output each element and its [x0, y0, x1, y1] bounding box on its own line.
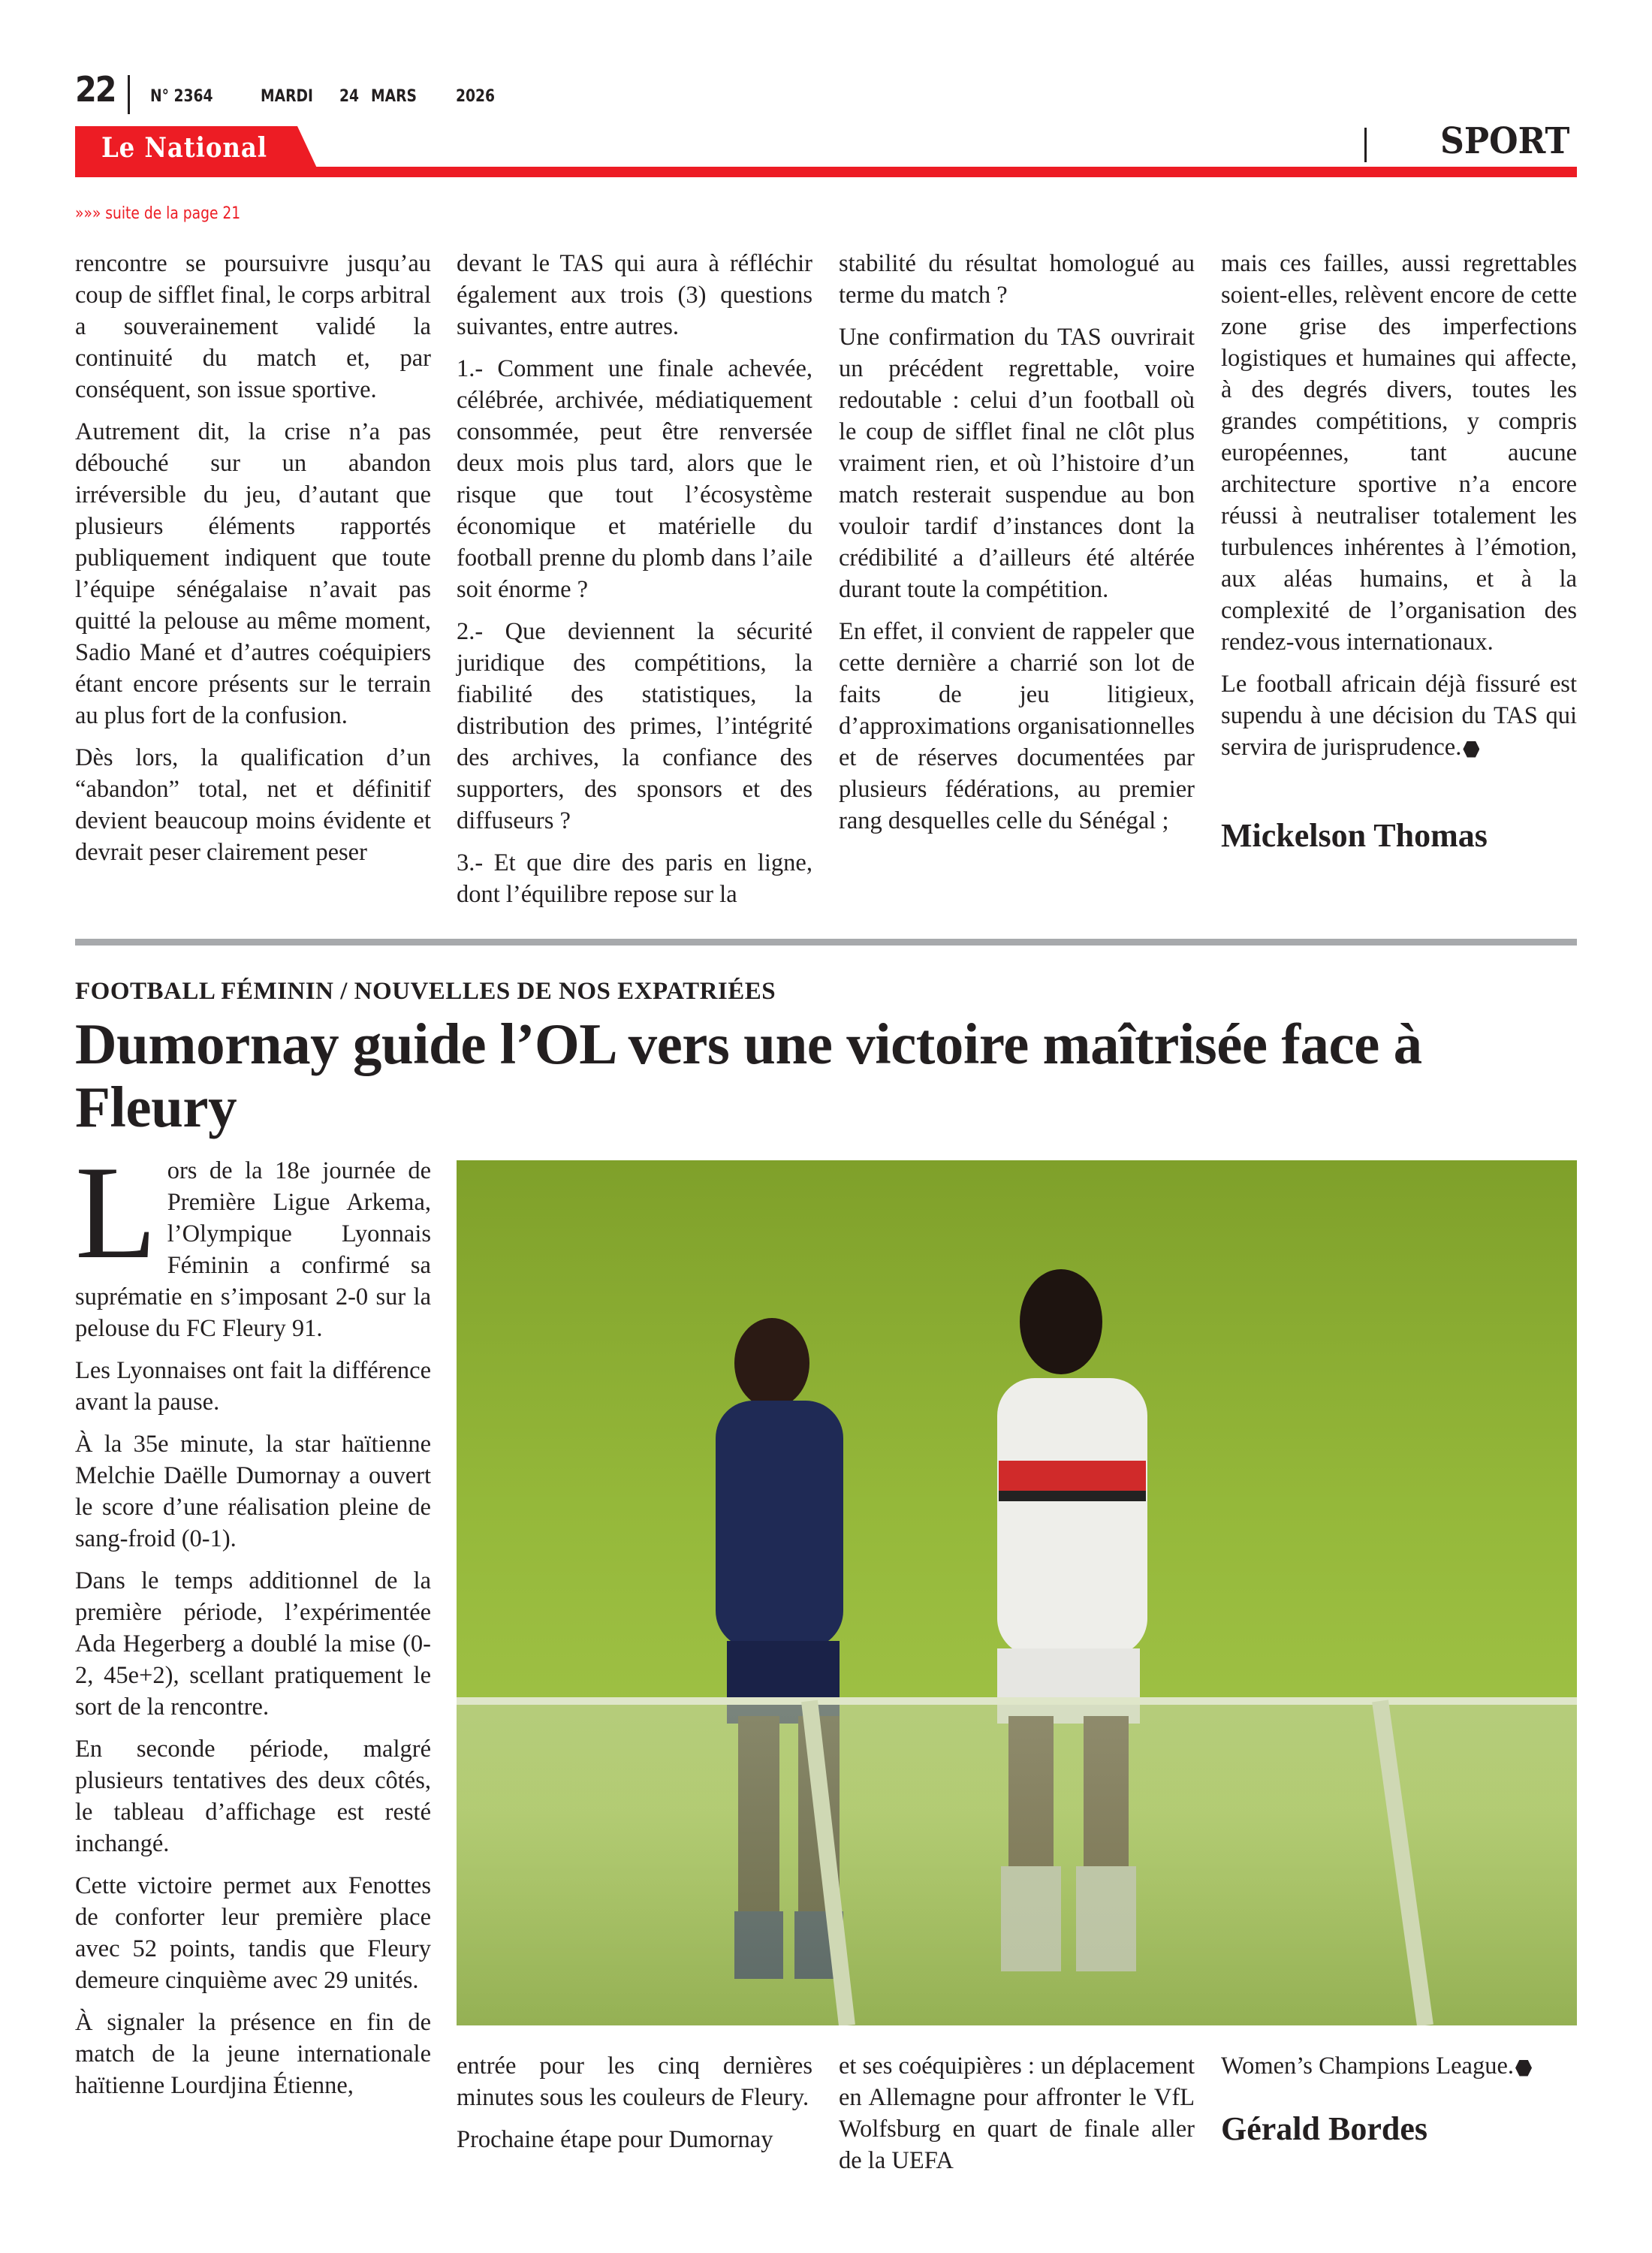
paragraph: et ses coéquipières : un déplacement en Allemagne pour affronter le VfL Wolfsburg en quart de finale aller de la UEFA — [839, 2052, 1195, 2174]
date-year: 2026 — [456, 87, 496, 106]
issue-number: N° 2364 — [150, 87, 213, 106]
paragraph — [1221, 2050, 1577, 2082]
paragraph: entrée pour les cinq dernières minutes sous les couleurs de Fleury. — [457, 2052, 812, 2111]
paragraph-text: Le football africain déjà fissuré est supendu à une décision du TAS qui servira de jurisprudence. — [1221, 671, 1577, 761]
drop-cap: L — [75, 1138, 157, 1286]
paragraph: Dès lors, la qualification d’un “abandon” total, net et définitif devient beaucoup moins évidente et devrait peser clairement peser — [75, 744, 431, 866]
paragraph: 2.- Que deviennent la sécurité juridique des compétitions, la fiabilité des statistiques, la distribution des primes, l’intégrité des archives, la confiance des supporters, des sponsors et des diffuseurs ? — [457, 618, 812, 834]
section-rule — [75, 939, 1577, 946]
paragraph: 3.- Et que dire des paris en ligne, dont l’équilibre repose sur la — [457, 849, 812, 908]
paragraph: devant le TAS qui aura à réfléchir également aux trois (3) questions suivantes, entre autres. — [457, 250, 812, 340]
article1-column-1 — [75, 248, 431, 879]
date-day: MARDI — [261, 87, 313, 106]
divider — [1364, 128, 1367, 162]
paragraph: Prochaine étape pour Dumornay — [457, 2126, 773, 2153]
article2-column-4 — [1221, 2050, 1577, 2148]
paragraph: À signaler la présence en fin de match de la jeune internationale haïtienne Lourdjina Étienne, — [75, 2009, 431, 2099]
paragraph-text: Women’s Champions League. — [1221, 2052, 1515, 2080]
article-photo — [457, 1160, 1577, 2025]
article-headline: Dumornay guide l’OL vers une victoire maîtrisée face à Fleury — [75, 1012, 1422, 1139]
paragraph: 1.- Comment une finale achevée, célébrée, archivée, médiatiquement consommée, peut être renversée deux mois plus tard, alors que le risque que tout l’écosystème économique et matérielle du football prenne du plomb dans l’aile soit énorme ? — [457, 355, 812, 603]
paragraph-text: ors de la 18e journée de Première Ligue Arkema, l’Olympique Lyonnais Féminin a confirmé sa suprématie en s’imposant 2-0 sur la pelouse du FC Fleury 91. — [75, 1157, 431, 1342]
article1-column-3 — [839, 248, 1195, 847]
brand-logo: Le National — [101, 132, 267, 164]
paragraph: Une confirmation du TAS ouvrirait un précédent regrettable, voire redoutable : celui d’un football où le coup de sifflet final ne clôt plus vraiment rien, et où l’histoire d’un match resterait suspendue au bon vouloir tardif d’instances dont la crédibilité a d’ailleurs été altérée durant toute la compétition. — [839, 324, 1195, 603]
paragraph: rencontre se poursuivre jusqu’au coup de sifflet final, le corps arbitral a souverainement validé la continuité du match et, par conséquent, son issue sportive. — [75, 250, 431, 403]
article-kicker: FOOTBALL FÉMININ / NOUVELLES DE NOS EXPATRIÉES — [75, 978, 776, 1005]
author-byline: Mickelson Thomas — [1221, 817, 1488, 854]
section-title: SPORT — [1440, 120, 1570, 162]
continued-from: »»» suite de la page 21 — [75, 204, 241, 223]
date-month: MARS — [371, 87, 417, 106]
article1-column-2 — [457, 248, 812, 921]
paragraph: Autrement dit, la crise n’a pas débouché sur un abandon irréversible du jeu, d’autant que plusieurs éléments rapportés publiquement indiquent que toute l’équipe sénégalaise n’avait pas quitté la pelouse au même moment, Sadio Mané et d’autres coéquipiers étant encore présents sur le terrain au plus fort de la confusion. — [75, 418, 431, 729]
paragraph: Dans le temps additionnel de la première période, l’expérimentée Ada Hegerberg a doublé la mise (0-2, 45e+2), scellant pratiquement le sort de la rencontre. — [75, 1567, 431, 1721]
author-byline: Gérald Bordes — [1221, 2110, 1427, 2147]
paragraph — [75, 1138, 431, 1344]
paragraph: Cette victoire permet aux Fenottes de conforter leur première place avec 52 points, tandis que Fleury demeure cinquième avec 29 unités. — [75, 1872, 431, 1994]
divider — [128, 75, 130, 114]
paragraph — [1221, 668, 1577, 763]
paragraph: stabilité du résultat homologué au terme du match ? — [839, 250, 1195, 309]
paragraph: mais ces failles, aussi regrettables soient-elles, relèvent encore de cette zone grise des imperfections logistiques et humaines qui affecte, à des degrés divers, toutes les grandes compétitions, y compris européennes, tant aucune architecture sportive n’a encore réussi à neutraliser totalement les turbulences inhérentes à l’émotion, aux aléas humains, et à la complexité de l’organisation des rendez-vous internationaux. — [1221, 250, 1577, 656]
end-mark-icon — [1463, 741, 1479, 758]
paragraph: À la 35e minute, la star haïtienne Melchie Daëlle Dumornay a ouvert le score d’une réalisation pleine de sang-froid (0-1). — [75, 1431, 431, 1552]
article2-column-3 — [839, 2050, 1195, 2187]
end-mark-icon — [1515, 2060, 1532, 2077]
page-number: 22 — [75, 69, 116, 110]
paragraph: Les Lyonnaises ont fait la différence avant la pause. — [75, 1357, 431, 1416]
paragraph: En seconde période, malgré plusieurs tentatives des deux côtés, le tableau d’affichage est resté inchangé. — [75, 1736, 431, 1857]
paragraph: En effet, il convient de rappeler que cette dernière a charrié son lot de faits de jeu litigieux, d’approximations organisationnelles et de réserves documentées par plusieurs fédérations, au premier rang desquelles celle du Sénégal ; — [839, 618, 1195, 834]
article1-column-4 — [1221, 248, 1577, 855]
article2-column-2 — [457, 2050, 812, 2166]
players-photo — [457, 1160, 1577, 2025]
date-number: 24 — [339, 87, 360, 106]
article2-column-1 — [75, 1138, 431, 2112]
